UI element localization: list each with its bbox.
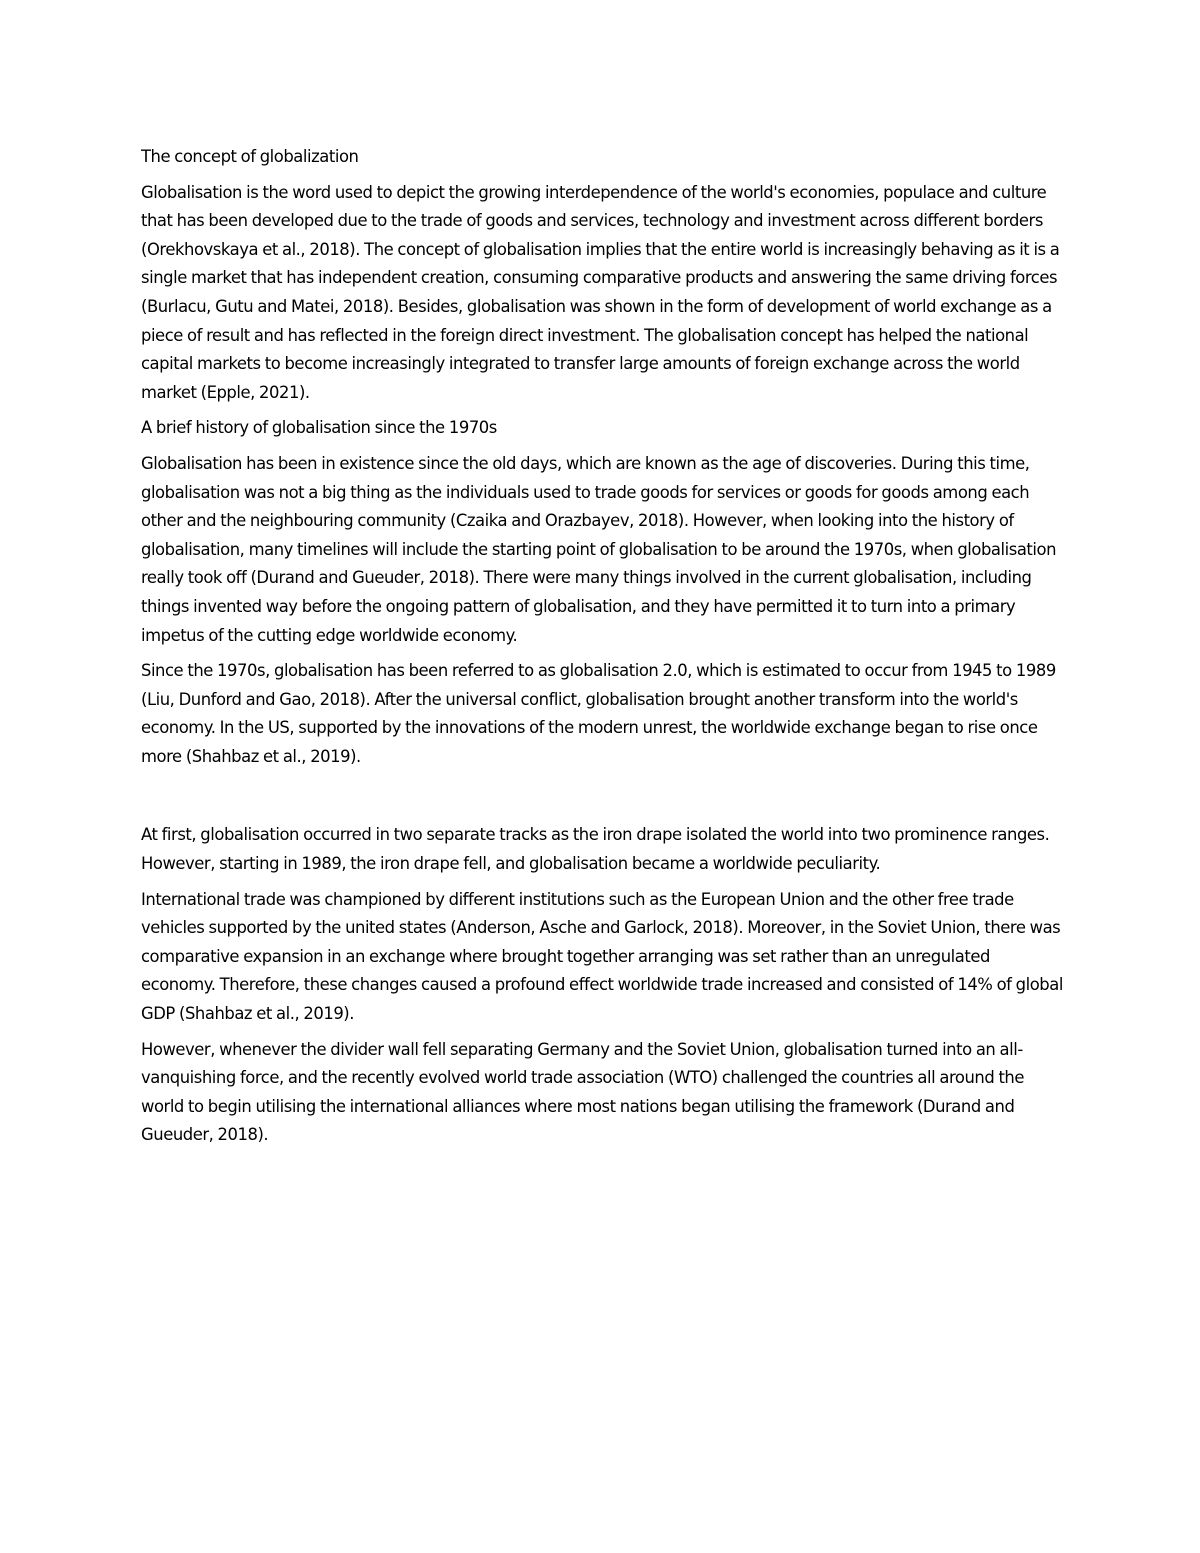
document-title: The concept of globalization [141, 147, 359, 166]
document-body [141, 143, 1066, 1157]
paragraph-definition: Globalisation is the word used to depict the growing interdependence of the world's economies, populace and culture that has been developed due to the trade of goods and services, technology and investment across different borders (Orekhovskaya et al., 2018). The concept of globalisation implies that the entire world is increasingly behaving as it is a single market that has independent creation, consuming comparative products and answering the same driving forces (Burlacu, Gutu and Matei, 2018). Besides, globalisation was shown in the form of development of world exchange as a piece of result and has reflected in the foreign direct investment. The globalisation concept has helped the national capital markets to become increasingly integrated to transfer large amounts of foreign exchange across the world market (Epple, 2021). [141, 182, 1060, 402]
paragraph-iron-drape: At first, globalisation occurred in two separate tracks as the iron drape isolated the world into two prominence ranges. However, starting in 1989, the iron drape fell, and globalisation became a worldwide peculiarity. [141, 825, 1050, 874]
paragraph-international-trade: International trade was championed by different institutions such as the European Union and the other free trade vehicles supported by the united states (Anderson, Asche and Garlock, 2018). Moreover, in the Soviet Union, there was comparative expansion in an exchange where brought together arranging was set rather than an unregulated economy. Therefore, these changes caused a profound effect worldwide trade increased and consisted of 14% of global GDP (Shahbaz et al., 2019). [141, 889, 1063, 1024]
paragraph-history: Globalisation has been in existence since the old days, which are known as the age of discoveries. During this time, globalisation was not a big thing as the individuals used to trade goods for services or goods for goods among each other and the neighbouring community (Czaika and Orazbayev, 2018). However, when looking into the history of globalisation, many timelines will include the starting point of globalisation to be around the 1970s, when globalisation really took off (Durand and Gueuder, 2018). There were many things involved in the current globalisation, including things invented way before the ongoing pattern of globalisation, and they have permitted it to turn into a primary impetus of the cutting edge worldwide economy. [141, 453, 1057, 645]
paragraph-wto: However, whenever the divider wall fell separating Germany and the Soviet Union, globalisation turned into an all-vanquishing force, and the recently evolved world trade association (WTO) challenged the countries all around the world to begin utilising the international alliances where most nations began utilising the framework (Durand and Gueuder, 2018). [141, 1039, 1025, 1145]
section-heading: A brief history of globalisation since the 1970s [141, 418, 497, 438]
paragraph-since-1970s: Since the 1970s, globalisation has been referred to as globalisation 2.0, which is estimated to occur from 1945 to 1989 (Liu, Dunford and Gao, 2018). After the universal conflict, globalisation brought another transform into the world's economy. In the US, supported by the innovations of the modern unrest, the worldwide exchange began to rise once more (Shahbaz et al., 2019). [141, 661, 1056, 766]
